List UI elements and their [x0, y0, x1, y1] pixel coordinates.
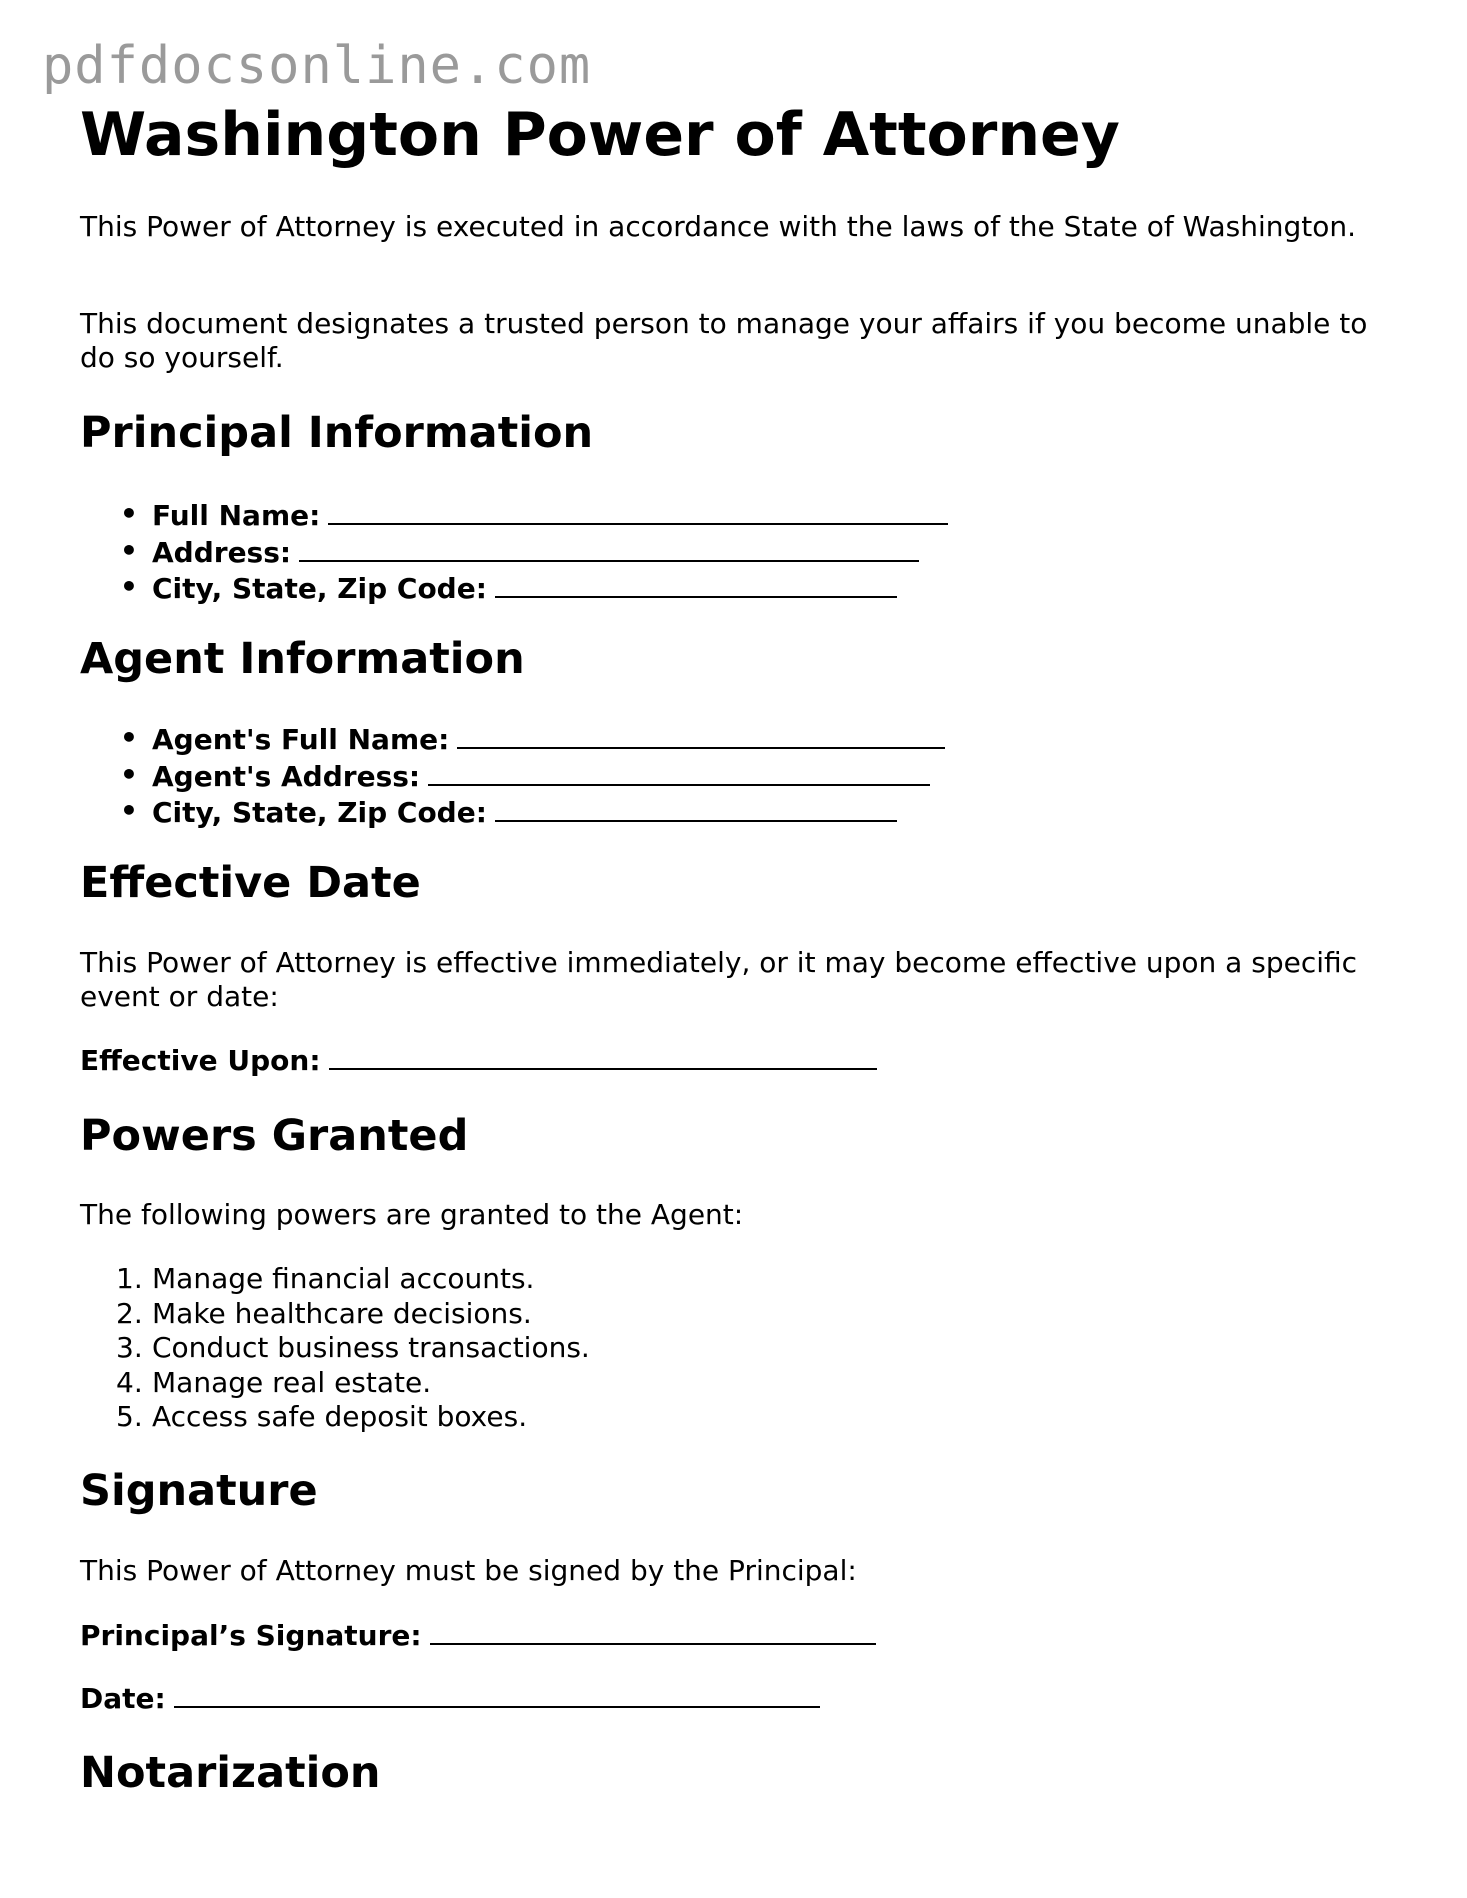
blank-line[interactable]	[495, 794, 897, 822]
effective-date-paragraph: This Power of Attorney is effective immediately, or it may become effective upon a specific event or date:	[80, 946, 1358, 1013]
list-item: 1. Manage financial accounts.	[116, 1262, 535, 1295]
blank-line[interactable]	[329, 1042, 877, 1070]
agent-heading: Agent Information	[80, 634, 525, 684]
signature-date-field[interactable]	[80, 1680, 820, 1716]
field-label: Principal’s Signature:	[80, 1619, 422, 1652]
blank-line[interactable]	[430, 1617, 876, 1645]
notarization-heading: Notarization	[80, 1748, 381, 1798]
blank-line[interactable]	[457, 721, 945, 749]
agent-full-name-field[interactable]	[80, 721, 945, 758]
powers-heading: Powers Granted	[80, 1111, 469, 1161]
signature-paragraph: This Power of Attorney must be signed by the Principal:	[80, 1554, 857, 1587]
field-label: City, State, Zip Code:	[152, 572, 487, 605]
powers-paragraph: The following powers are granted to the Agent:	[80, 1198, 744, 1231]
field-label: Agent's Address:	[152, 759, 421, 793]
principal-full-name-field[interactable]	[80, 497, 948, 534]
intro-paragraph-1: This Power of Attorney is executed in accordance with the laws of the State of Washington.	[80, 210, 1357, 243]
list-item: 5. Access safe deposit boxes.	[116, 1400, 528, 1433]
field-label: Agent's Full Name:	[152, 723, 450, 756]
agent-city-state-zip-field[interactable]	[80, 794, 945, 831]
field-label: Date:	[80, 1682, 166, 1715]
watermark: pdfdocsonline.com	[42, 36, 592, 96]
principal-city-state-zip-field[interactable]	[80, 570, 948, 607]
field-label: City, State, Zip Code:	[152, 796, 487, 829]
document-title: Washington Power of Attorney	[80, 100, 1120, 170]
effective-upon-field[interactable]	[80, 1042, 877, 1078]
signature-heading: Signature	[80, 1466, 318, 1516]
list-item: 4. Manage real estate.	[116, 1365, 432, 1399]
field-label: Address:	[152, 535, 292, 569]
blank-line[interactable]	[328, 497, 948, 525]
blank-line[interactable]	[428, 758, 930, 786]
blank-line[interactable]	[174, 1680, 820, 1708]
list-item: 2. Make healthcare decisions.	[116, 1296, 532, 1330]
effective-date-heading: Effective Date	[80, 858, 421, 908]
agent-address-field[interactable]	[80, 758, 945, 795]
field-label: Effective Upon:	[80, 1044, 321, 1077]
principal-fields-list	[80, 497, 948, 607]
principal-signature-field[interactable]	[80, 1617, 876, 1653]
blank-line[interactable]	[299, 534, 919, 562]
agent-fields-list	[80, 721, 945, 831]
powers-list	[80, 1262, 590, 1435]
blank-line[interactable]	[495, 570, 897, 598]
field-label: Full Name:	[152, 499, 321, 532]
intro-paragraph-2: This document designates a trusted person to manage your affairs if you become unable to do so yourself.	[80, 307, 1368, 374]
principal-heading: Principal Information	[80, 408, 594, 458]
principal-address-field[interactable]	[80, 534, 948, 571]
list-item: 3. Conduct business transactions.	[116, 1331, 590, 1364]
